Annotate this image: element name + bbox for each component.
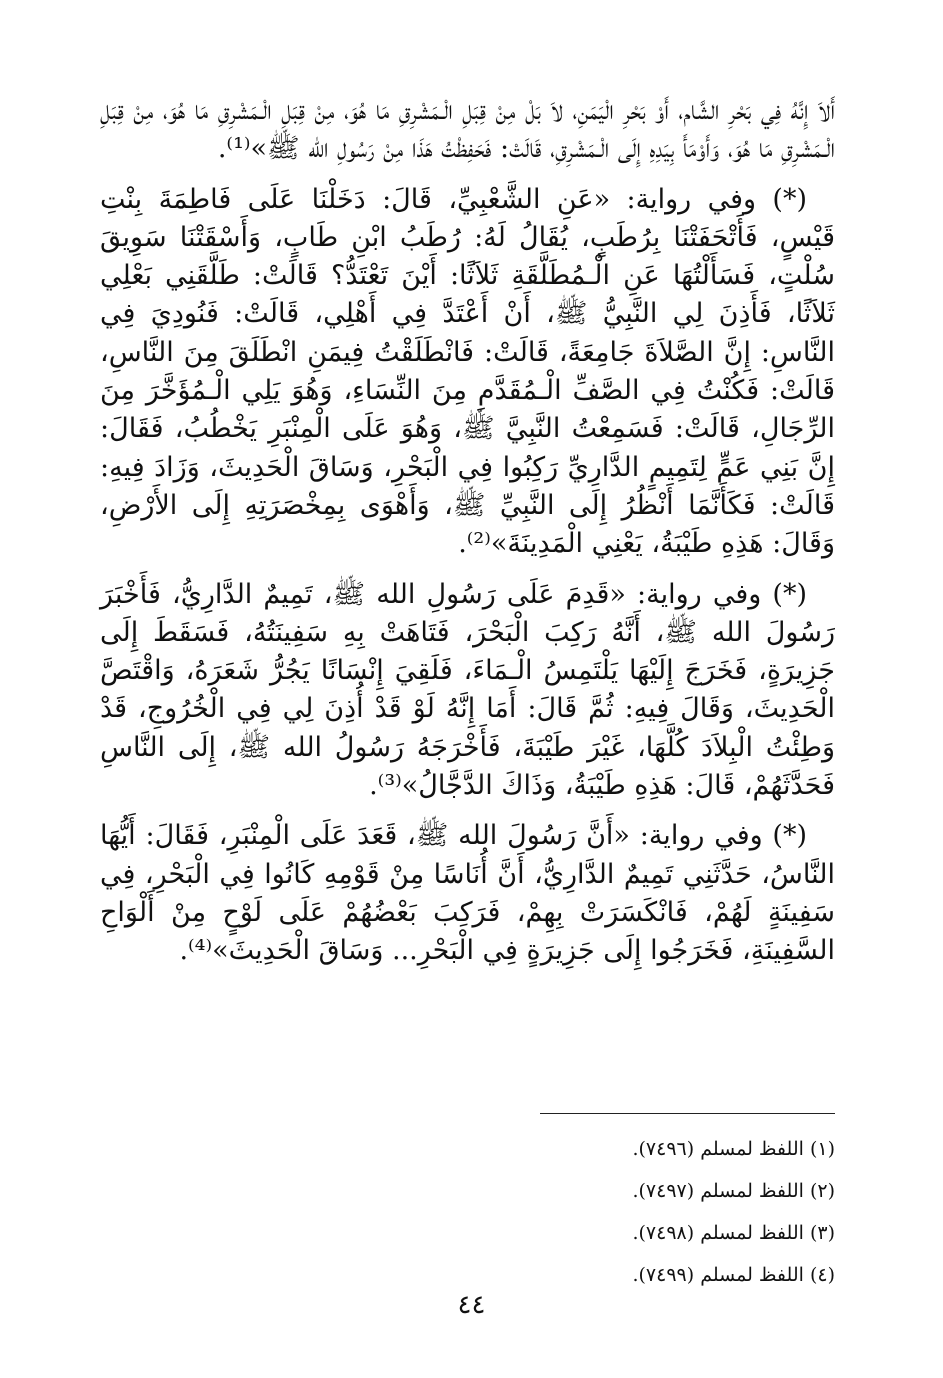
footnote-3: (٣) اللفظ لمسلم (٧٤٩٨). <box>632 1222 835 1244</box>
footnotes <box>335 1128 835 1296</box>
main-text <box>100 92 835 983</box>
footnote-4: (٤) اللفظ لمسلم (٧٤٩٩). <box>632 1264 835 1286</box>
footnote-divider <box>540 1113 835 1114</box>
paragraph-narration-minbar: (*) وفي رواية: «أَنَّ رَسُولَ الله ﷺ، قَعَدَ عَلَى الْمِنْبَرِ، فَقَالَ: أَيُّهَا النَّاسُ، حَدَّثَنِي تَمِيمٌ الدَّارِيُّ، أَنَّ أُنَاسًا مِنْ قَوْمِهِ كَانُوا فِي الْبَحْرِ، فِي سَفِينَةٍ لَهُمْ، فَانْكَسَرَتْ بِهِمْ، فَرَكِبَ بَعْضُهُمْ عَلَى لَوْحٍ مِنْ أَلْوَاحِ السَّفِينَةِ، فَخَرَجُوا إِلَى جَزِيرَةٍ فِي الْبَحْرِ... وَسَاقَ الْحَدِيثَ»⁽⁴⁾. <box>100 820 835 967</box>
paragraph-hadith-continuation: أَلاَ إِنَّهُ فِي بَحْرِ الشَّام، أَوْ بَحْرِ الْيَمَنِ، لاَ بَلْ مِنْ قِبَلِ الْـمَشْرِقِ مَا هُوَ، مِنْ قِبَلِ الْـمَشْرِقِ مَا هُوَ، مِنْ قِبَلِ الْـمَشْرِقِ مَا هُوَ، وَأَوْمَأَ بِيَدِهِ إِلَى الْـمَشْرِقِ، قَالَتْ: فَحَفِظْتُ هَذَا مِنْ رَسُولِ الله ﷺ»⁽¹⁾. <box>100 95 835 165</box>
page-number: ٤٤ <box>457 1290 486 1320</box>
paragraph-narration-tamim: (*) وفي رواية: «قَدِمَ عَلَى رَسُولِ الله ﷺ، تَمِيمٌ الدَّارِيُّ، فَأَخْبَرَ رَسُولَ الله ﷺ، أَنَّهُ رَكِبَ الْبَحْرَ، فَتَاهَتْ بِهِ سَفِينَتُهُ، فَسَقَطَ إِلَى جَزِيرَةٍ، فَخَرَجَ إِلَيْهَا يَلْتَمِسُ الْـمَاءَ، فَلَقِيَ إِنْسَانًا يَجُرُّ شَعَرَهُ، وَاقْتَصَّ الْحَدِيثَ، وَقَالَ فِيهِ: ثُمَّ قَالَ: أَمَا إِنَّهُ لَوْ قَدْ أُذِنَ لِي فِي الْخُرُوجِ، قَدْ وَطِئْتُ الْبِلاَدَ كُلَّهَا، غَيْرَ طَيْبَةَ، فَأَخْرَجَهُ رَسُولُ الله ﷺ، إِلَى النَّاسِ فَحَدَّثَهُمْ، قَالَ: هَذِهِ طَيْبَةُ، وَذَاكَ الدَّجَّالُ»⁽³⁾. <box>100 578 835 802</box>
footnote-1: (١) اللفظ لمسلم (٧٤٩٦). <box>632 1138 835 1160</box>
footnote-2: (٢) اللفظ لمسلم (٧٤٩٧). <box>632 1180 835 1202</box>
paragraph-narration-shabi: (*) وفي رواية: «عَنِ الشَّعْبِيِّ، قَالَ: دَخَلْنَا عَلَى فَاطِمَةَ بِنْتِ قَيْسٍ، فَأَتْحَفَتْنَا بِرُطَبٍ، يُقَالُ لَهُ: رُطَبُ ابْنِ طَابٍ، وَأَسْقَتْنَا سَوِيقَ سُلْتٍ، فَسَأَلْتُهَا عَنِ الْـمُطَلَّقَةِ ثَلاَثًا: أَيْنَ تَعْتَدُّ؟ قَالَتْ: طَلَّقَنِي بَعْلِي ثَلاَثًا، فَأَذِنَ لِي النَّبِيُّ ﷺ، أَنْ أَعْتَدَّ فِي أَهْلِي، قَالَتْ: فَنُودِيَ فِي النَّاسِ: إِنَّ الصَّلاَةَ جَامِعَةً، قَالَتْ: فَانْطَلَقْتُ فِيمَنِ انْطَلَقَ مِنَ النَّاسِ، قَالَتْ: فَكُنْتُ فِي الصَّفِّ الْـمُقَدَّمِ مِنَ النِّسَاءِ، وَهُوَ يَلِي الْـمُؤَخَّرَ مِنَ الرِّجَالِ، قَالَتْ: فَسَمِعْتُ النَّبِيَّ ﷺ، وَهُوَ عَلَى الْمِنْبَرِ يَخْطُبُ، فَقَالَ: إِنَّ بَنِي عَمٍّ لِتَمِيمٍ الدَّارِيِّ رَكِبُوا فِي الْبَحْرِ، وَسَاقَ الْحَدِيثَ، وَزَادَ فِيهِ: قَالَتْ: فَكَأَنَّمَا أَنْظُرُ إِلَى النَّبِيِّ ﷺ، وَأَهْوَى بِمِخْصَرَتِهِ إِلَى الأَرْضِ، وَقَالَ: هَذِهِ طَيْبَةُ، يَعْنِي الْمَدِينَةَ»⁽²⁾. <box>100 183 835 560</box>
